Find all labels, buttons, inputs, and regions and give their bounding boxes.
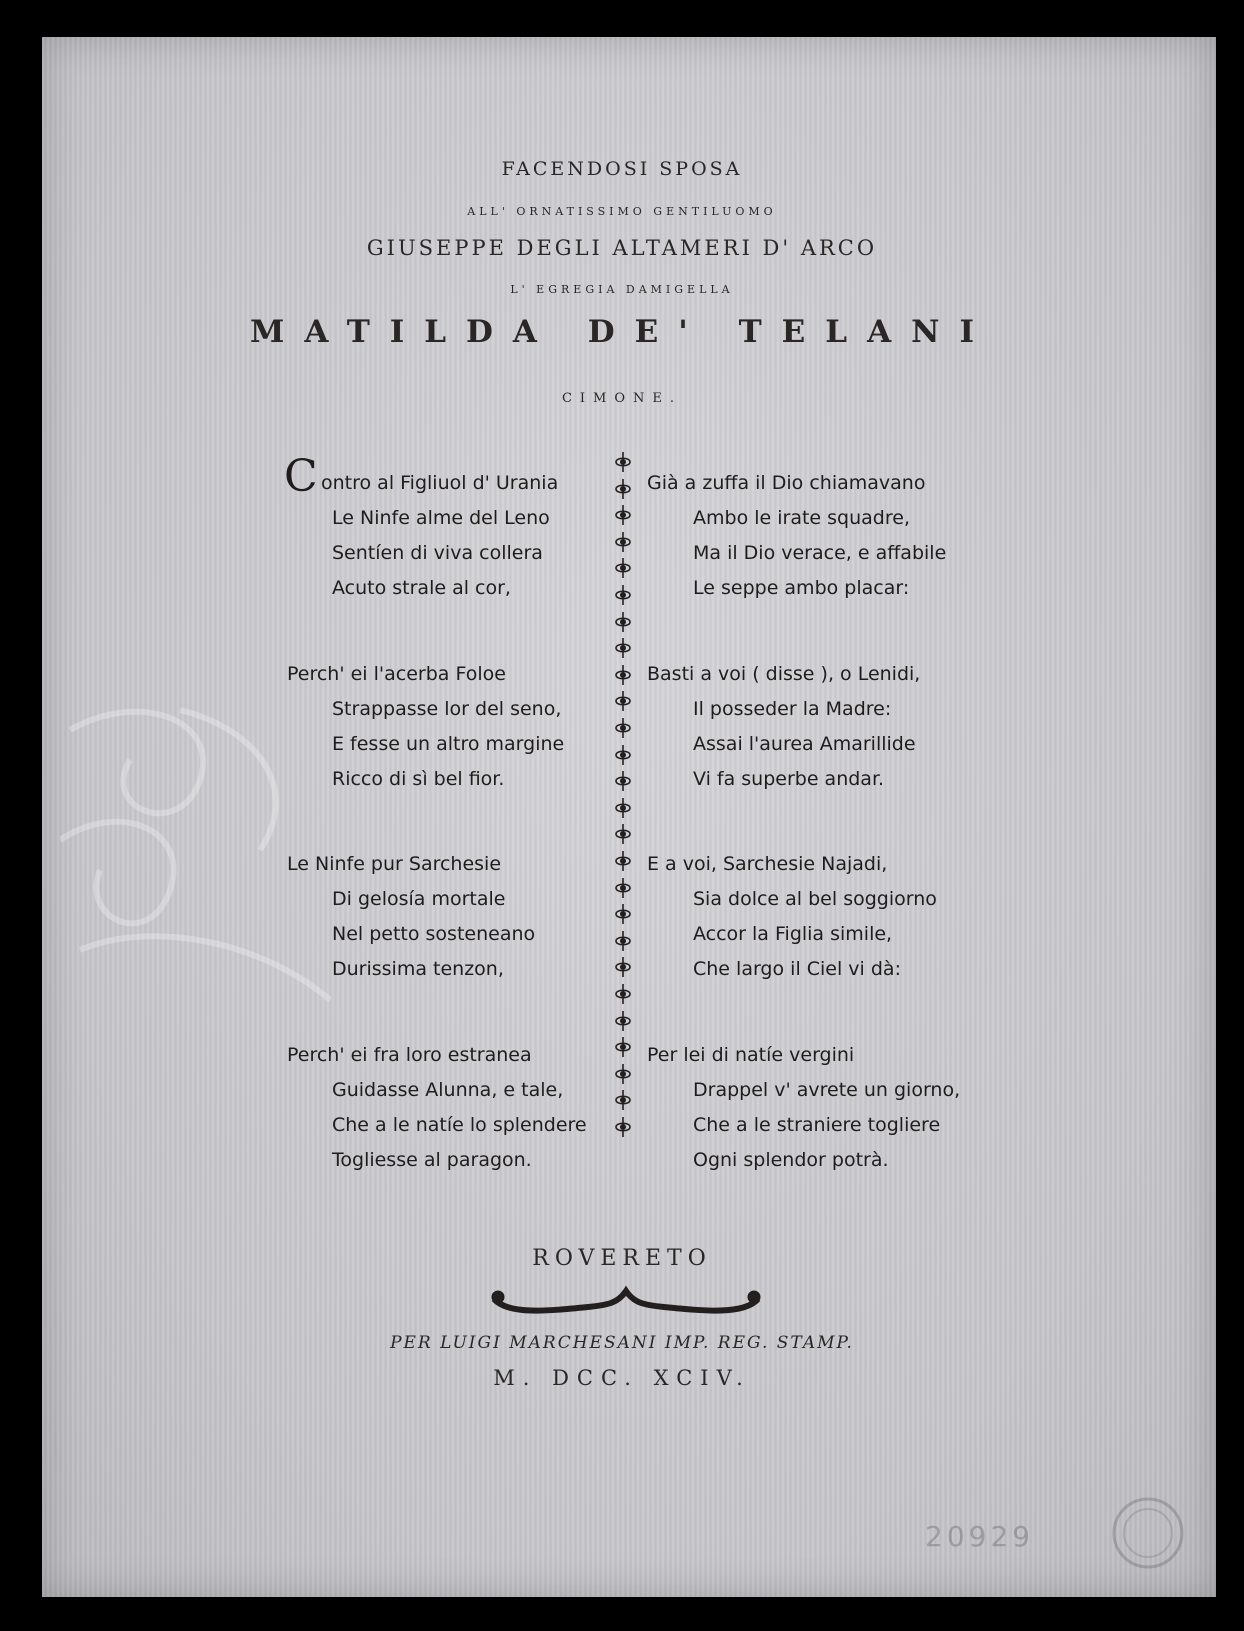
poem-left-line: Guidasse Alunna, e tale, (332, 1079, 564, 1101)
ornament-icon (611, 1088, 635, 1112)
poem-left-line: Le Ninfe pur Sarchesie (287, 853, 502, 875)
ornament-icon (611, 876, 635, 900)
poem-right-line: Già a zuffa il Dio chiamavano (647, 472, 926, 494)
poem-right-line: Ambo le irate squadre, (693, 507, 910, 529)
ornament-icon (611, 902, 635, 926)
ornament-icon (611, 929, 635, 953)
poem-right-line: Che a le straniere togliere (693, 1114, 941, 1136)
drop-cap: C (284, 451, 318, 502)
dedication-line-4: L' EGREGIA DAMIGELLA (510, 283, 734, 296)
groom-name: GIUSEPPE DEGLI ALTAMERI D' ARCO (366, 236, 878, 260)
ornament-icon (611, 796, 635, 820)
poem-left-line: Ricco di sì bel fior. (332, 768, 505, 790)
poem-right-line: Vi fa superbe andar. (693, 768, 885, 790)
poem-left-line: ontro al Figliuol d' Urania (321, 472, 559, 494)
ornament-icon (611, 716, 635, 740)
poem-left-line: Di gelosía mortale (332, 888, 506, 910)
poem-left-line: Nel petto sosteneano (332, 923, 536, 945)
poem-left-line: Le Ninfe alme del Leno (332, 507, 550, 529)
poem-left-line: Che a le natíe lo splendere (332, 1114, 587, 1136)
printer-line: PER LUIGI MARCHESANI IMP. REG. STAMP. (390, 1333, 854, 1353)
dedication-line-2: ALL' ORNATISSIMO GENTILUOMO (467, 205, 777, 218)
poem-left-line: Perch' ei l'acerba Foloe (287, 663, 506, 685)
poem-left-line: Togliesse al paragon. (332, 1149, 532, 1171)
faint-shelfmark: 20929 (925, 1520, 1035, 1553)
bride-name: MATILDA DE' TELANI (250, 314, 994, 350)
dedication-line-1: FACENDOSI SPOSA (501, 158, 743, 180)
poem-right-line: Drappel v' avrete un giorno, (693, 1079, 961, 1101)
ornament-icon (611, 1062, 635, 1086)
ornament-icon (611, 849, 635, 873)
poem-right-line: Ogni splendor potrà. (693, 1149, 889, 1171)
poem-right-line: E a voi, Sarchesie Najadi, (647, 853, 888, 875)
ornament-icon (611, 636, 635, 660)
ornament-icon (611, 1035, 635, 1059)
ornament-icon (611, 1115, 635, 1139)
poem-right-line: Sia dolce al bel soggiorno (693, 888, 937, 910)
ornament-icon (611, 610, 635, 634)
ornament-icon (611, 503, 635, 527)
ornament-icon (611, 477, 635, 501)
ornament-icon (611, 689, 635, 713)
ornament-icon (611, 982, 635, 1006)
poem-left-line: Acuto strale al cor, (332, 577, 511, 599)
poem-left-line: Strappasse lor del seno, (332, 698, 562, 720)
poem-right-line: Le seppe ambo placar: (693, 577, 910, 599)
ornament-icon (611, 530, 635, 554)
poem-left-line: Durissima tenzon, (332, 958, 504, 980)
place-name: ROVERETO (532, 1246, 712, 1271)
poem-right-line: Assai l'aurea Amarillide (693, 733, 916, 755)
poem-right-line: Il posseder la Madre: (693, 698, 892, 720)
poem-left-line: Sentíen di viva collera (332, 542, 543, 564)
ornament-icon (611, 822, 635, 846)
ornament-icon (611, 556, 635, 580)
ornament-icon (611, 955, 635, 979)
ornament-icon (611, 663, 635, 687)
flourish-ornament (488, 1285, 764, 1319)
poem-left-line: Perch' ei fra loro estranea (287, 1044, 532, 1066)
poem-right-line: Per lei di natíe vergini (647, 1044, 855, 1066)
publication-year: M. DCC. XCIV. (493, 1366, 751, 1390)
library-stamp (1108, 1493, 1188, 1573)
ornament-icon (611, 1009, 635, 1033)
ornament-icon (611, 769, 635, 793)
poem-right-line: Ma il Dio verace, e affabile (693, 542, 947, 564)
poem-left-line: E fesse un altro margine (332, 733, 565, 755)
poem-right-line: Accor la Figlia simile, (693, 923, 893, 945)
ornament-icon (611, 583, 635, 607)
author-name: CIMONE. (561, 391, 683, 406)
poem-right-line: Che largo il Ciel vi dà: (693, 958, 901, 980)
ornament-icon (611, 450, 635, 474)
ornament-icon (611, 743, 635, 767)
poem-right-line: Basti a voi ( disse ), o Lenidi, (647, 663, 921, 685)
